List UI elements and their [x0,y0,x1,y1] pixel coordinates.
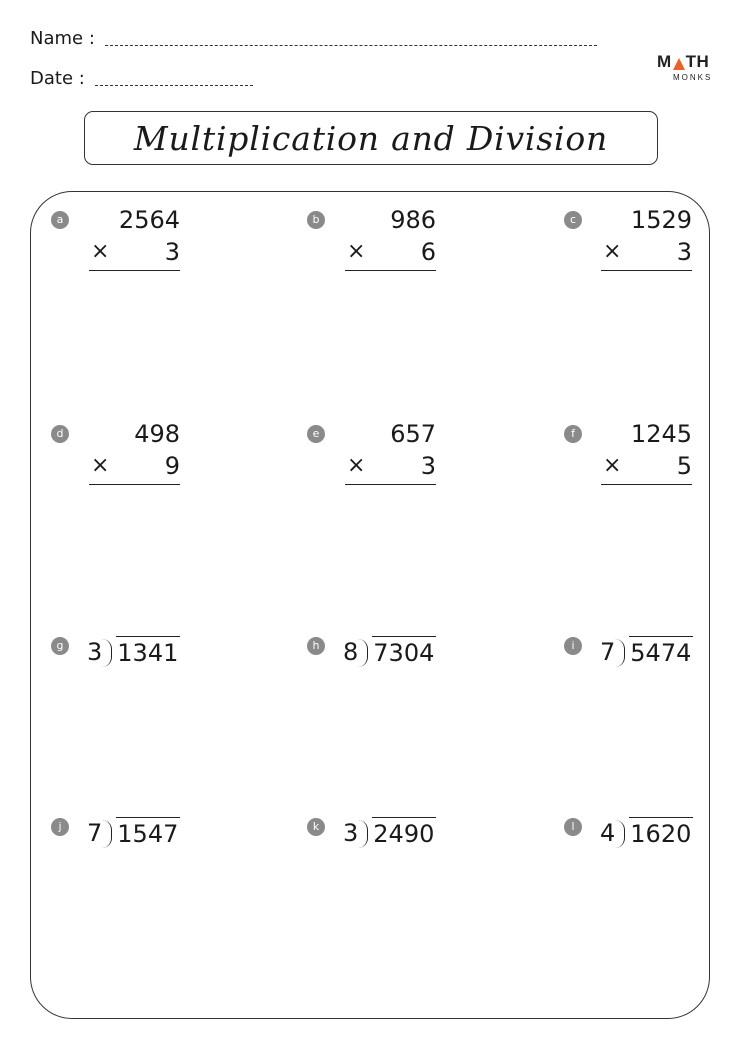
problem-c [601,204,692,271]
answer-rule [89,484,180,485]
problem-badge-h: h [307,637,325,655]
multiplicand: 1529 [630,206,692,234]
answer-rule [601,484,692,485]
dividend: 5474 [629,636,693,669]
problem-badge-a: a [51,211,69,229]
times-sign: × [603,453,622,478]
problems-panel [30,191,710,1019]
problem-badge-c: c [564,211,582,229]
long-division-bracket [615,820,625,848]
problem-badge-b: b [307,211,325,229]
problem-badge-k: k [307,818,325,836]
dividend: 2490 [372,817,436,850]
problem-l [600,817,693,849]
problem-badge-g: g [51,637,69,655]
date-label: Date : [30,68,85,89]
long-division-bracket [102,639,112,667]
long-division-bracket [358,639,368,667]
long-division-bracket [615,639,625,667]
answer-rule [345,484,436,485]
answer-rule [345,270,436,271]
problem-i [600,636,693,668]
multiplicand: 986 [390,206,436,234]
divisor: 8 [343,638,359,666]
problem-k [343,817,436,849]
divisor: 4 [600,819,616,847]
math-monks-logo [657,52,717,82]
times-sign: × [347,239,366,264]
problem-badge-i: i [564,637,582,655]
logo-text-th: TH [685,52,710,71]
multiplicand: 2564 [118,206,180,234]
multiplicand: 1245 [630,420,692,448]
multiplier: 3 [676,238,692,266]
times-sign: × [91,453,110,478]
divisor: 3 [343,819,359,847]
times-sign: × [347,453,366,478]
times-sign: × [91,239,110,264]
multiplier: 5 [676,452,692,480]
logo-text-m: M [657,52,672,71]
problem-e [345,418,436,485]
date-field-row [30,68,253,89]
multiplicand: 498 [134,420,180,448]
times-sign: × [603,239,622,264]
logo-text-monks: MONKS [673,73,713,82]
problem-f [601,418,692,485]
name-label: Name : [30,28,95,49]
problem-badge-l: l [564,818,582,836]
worksheet-title: Multiplication and Division [133,118,609,158]
divisor: 7 [87,819,103,847]
multiplier: 3 [420,452,436,480]
dividend: 1341 [116,636,180,669]
multiplier: 9 [164,452,180,480]
title-box [84,111,658,165]
problem-badge-e: e [307,425,325,443]
logo-triangle-icon [673,58,685,70]
name-answer-line[interactable] [105,44,597,46]
problem-badge-j: j [51,818,69,836]
problem-b [345,204,436,271]
problem-h [343,636,436,668]
name-field-row [30,28,597,49]
divisor: 7 [600,638,616,666]
problem-g [87,636,180,668]
problem-badge-d: d [51,425,69,443]
problem-badge-f: f [564,425,582,443]
long-division-bracket [102,820,112,848]
date-answer-line[interactable] [95,84,253,86]
multiplicand: 657 [390,420,436,448]
divisor: 3 [87,638,103,666]
multiplier: 3 [164,238,180,266]
problem-j [87,817,180,849]
problem-a [89,204,180,271]
problem-d [89,418,180,485]
dividend: 1547 [116,817,180,850]
dividend: 7304 [372,636,436,669]
dividend: 1620 [629,817,693,850]
long-division-bracket [358,820,368,848]
answer-rule [89,270,180,271]
answer-rule [601,270,692,271]
multiplier: 6 [420,238,436,266]
